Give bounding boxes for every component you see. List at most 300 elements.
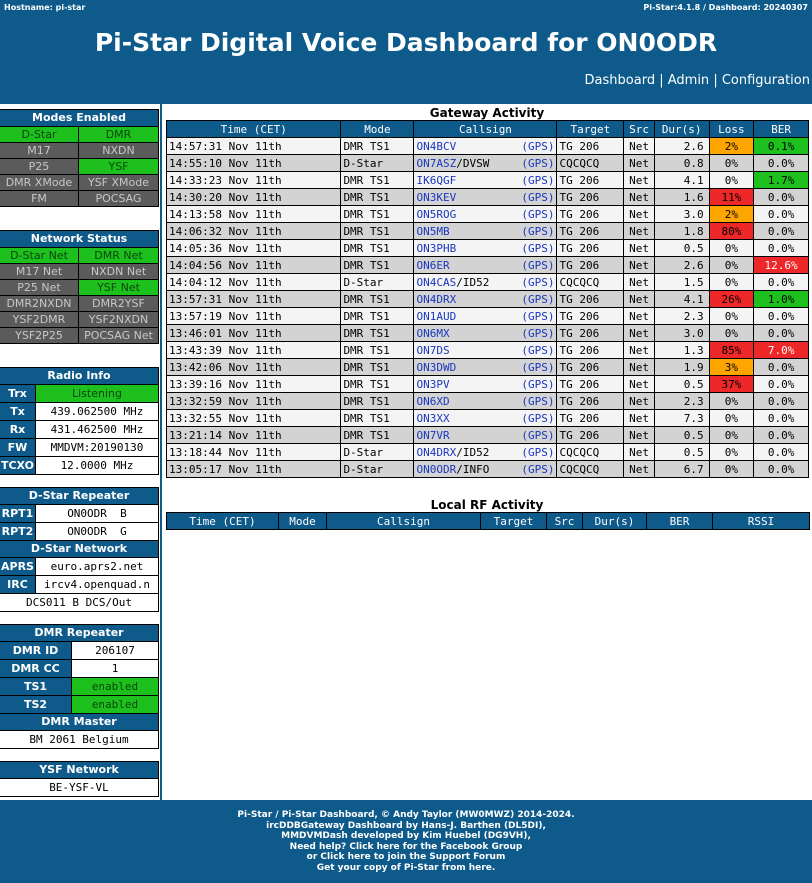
mode-d-star: D-Star	[0, 126, 79, 142]
gateway-activity-title: Gateway Activity	[429, 106, 545, 120]
cell-src: Net	[624, 155, 654, 172]
net-status-ysf2dmr: YSF2DMR	[0, 311, 79, 327]
trx-row	[0, 384, 158, 402]
tcxo-row	[0, 456, 158, 474]
cell-callsign	[414, 427, 557, 444]
net-status-ysf2p25: YSF2P25	[0, 327, 79, 343]
gps-link[interactable]: (GPS)	[521, 309, 555, 323]
gps-link[interactable]: (GPS)	[521, 411, 555, 425]
cell-duration: 3.0	[654, 325, 709, 342]
rf-col-rssi: RSSI	[713, 513, 810, 530]
cell-time: 13:32:59 Nov 11th	[167, 393, 341, 410]
cell-src: Net	[624, 291, 654, 308]
gps-link[interactable]: (GPS)	[521, 275, 555, 289]
irc-label: IRC	[0, 576, 36, 593]
net-status-nxdn-net: NXDN Net	[79, 263, 158, 279]
table-row	[167, 189, 809, 206]
cell-callsign	[414, 240, 557, 257]
cell-src: Net	[624, 308, 654, 325]
cell-time: 14:06:32 Nov 11th	[167, 223, 341, 240]
ysf-network-title: YSF Network	[0, 762, 158, 778]
cell-target: TG 206	[557, 223, 624, 240]
tcxo-label: TCXO	[0, 459, 35, 472]
cell-src: Net	[624, 444, 654, 461]
cell-time: 13:21:14 Nov 11th	[167, 427, 341, 444]
net-status-dmr2nxdn: DMR2NXDN	[0, 295, 79, 311]
cell-loss: 0%	[709, 155, 754, 172]
net-status-ysf2nxdn: YSF2NXDN	[79, 311, 158, 327]
callsign-link[interactable]: ON4CAS	[416, 275, 457, 289]
cell-mode: DMR TS1	[341, 376, 414, 393]
cell-mode: DMR TS1	[341, 138, 414, 155]
cell-callsign	[414, 325, 557, 342]
nav-dashboard[interactable]: Dashboard	[584, 73, 656, 88]
cell-time: 13:46:01 Nov 11th	[167, 325, 341, 342]
rx-frequency: 431.462500 MHz	[36, 421, 158, 438]
dmr-cc-value: 1	[72, 660, 158, 677]
cell-mode: DMR TS1	[341, 240, 414, 257]
cell-duration: 7.3	[654, 410, 709, 427]
dmr-cc-label: DMR CC	[0, 660, 72, 677]
aprs-label: APRS	[0, 558, 36, 575]
cell-loss: 0%	[709, 257, 754, 274]
cell-mode: D-Star	[341, 461, 414, 478]
net-status-d-star-net: D-Star Net	[0, 247, 79, 263]
cell-ber: 12.6%	[754, 257, 809, 274]
cell-ber: 0.0%	[754, 359, 809, 376]
cell-ber: 0.0%	[754, 308, 809, 325]
cell-loss: 2%	[709, 138, 754, 155]
nav-separator: |	[659, 73, 668, 88]
cell-time: 14:30:20 Nov 11th	[167, 189, 341, 206]
cell-target: TG 206	[557, 325, 624, 342]
col-duration: Dur(s)	[654, 121, 709, 138]
cell-duration: 1.8	[654, 223, 709, 240]
gateway-header-row	[167, 121, 809, 138]
table-row	[167, 444, 809, 461]
cell-ber: 0.0%	[754, 410, 809, 427]
cell-mode: DMR TS1	[341, 172, 414, 189]
ts1-label: TS1	[0, 678, 72, 695]
cell-target: TG 206	[557, 172, 624, 189]
cell-duration: 0.5	[654, 444, 709, 461]
cell-callsign	[414, 393, 557, 410]
rf-col-mode: Mode	[279, 513, 327, 530]
dmr-repeater-title: DMR Repeater	[0, 625, 158, 641]
cell-ber: 0.0%	[754, 189, 809, 206]
cell-duration: 2.3	[654, 308, 709, 325]
radio-info-title: Radio Info	[0, 368, 158, 384]
footer-copyright: Pi-Star / Pi-Star Dashboard, © Andy Taylor (MW0MWZ) 2014-2024.	[237, 810, 575, 820]
callsign-link[interactable]: ON1AUD	[416, 309, 457, 323]
table-row	[167, 172, 809, 189]
dmr-id-label: DMR ID	[0, 642, 72, 659]
gps-link[interactable]: (GPS)	[521, 343, 555, 357]
cell-loss: 0%	[709, 444, 754, 461]
cell-mode: DMR TS1	[341, 257, 414, 274]
cell-src: Net	[624, 206, 654, 223]
cell-loss: 2%	[709, 206, 754, 223]
cell-loss: 11%	[709, 189, 754, 206]
cell-mode: D-Star	[341, 155, 414, 172]
cell-time: 14:55:10 Nov 11th	[167, 155, 341, 172]
cell-ber: 0.0%	[754, 325, 809, 342]
ts1-row	[0, 677, 158, 695]
table-row	[167, 223, 809, 240]
cell-target: TG 206	[557, 240, 624, 257]
cell-callsign	[414, 376, 557, 393]
table-row	[167, 308, 809, 325]
gps-link[interactable]: (GPS)	[521, 241, 555, 255]
ts2-status: enabled	[72, 696, 158, 713]
callsign-link[interactable]: ON4BCV	[416, 139, 457, 153]
net-status-p25-net: P25 Net	[0, 279, 79, 295]
callsign-link[interactable]: ON4DRX	[416, 445, 457, 459]
network-status-title: Network Status	[0, 231, 158, 247]
cell-callsign	[414, 257, 557, 274]
firmware-version: MMDVM:20190130	[36, 439, 158, 456]
gps-link[interactable]: (GPS)	[521, 156, 555, 170]
main-panel	[162, 104, 812, 800]
cell-loss: 0%	[709, 274, 754, 291]
net-status-m17-net: M17 Net	[0, 263, 79, 279]
tcxo-frequency: 12.0000 MHz	[36, 457, 158, 474]
cell-target: CQCQCQ	[557, 444, 624, 461]
nav-admin[interactable]: Admin	[667, 73, 710, 88]
mode-nxdn: NXDN	[79, 142, 158, 158]
col-time: Time (CET)	[167, 121, 341, 138]
cell-duration: 2.6	[654, 138, 709, 155]
dmr-id-value: 206107	[72, 642, 158, 659]
cell-callsign	[414, 223, 557, 240]
gps-link[interactable]: (GPS)	[521, 292, 555, 306]
rf-col-callsign: Callsign	[327, 513, 481, 530]
cell-src: Net	[624, 189, 654, 206]
cell-ber: 0.0%	[754, 223, 809, 240]
net-status-dmr2ysf: DMR2YSF	[79, 295, 158, 311]
cell-time: 14:04:56 Nov 11th	[167, 257, 341, 274]
cell-time: 14:05:36 Nov 11th	[167, 240, 341, 257]
cell-time: 13:43:39 Nov 11th	[167, 342, 341, 359]
cell-mode: D-Star	[341, 444, 414, 461]
cell-duration: 1.9	[654, 359, 709, 376]
cell-src: Net	[624, 223, 654, 240]
gps-link[interactable]: (GPS)	[521, 462, 555, 476]
cell-src: Net	[624, 376, 654, 393]
cell-time: 13:57:31 Nov 11th	[167, 291, 341, 308]
gps-link[interactable]: (GPS)	[521, 258, 555, 272]
table-row	[167, 342, 809, 359]
callsign-link[interactable]: ON0ODR	[416, 462, 457, 476]
dstar-network-title: D-Star Network	[0, 540, 158, 557]
local-rf-activity-table	[166, 512, 810, 530]
cell-duration: 0.5	[654, 240, 709, 257]
callsign-link[interactable]: ON7DS	[416, 343, 450, 357]
rpt2-value: ON0ODR G	[36, 523, 158, 540]
cell-src: Net	[624, 410, 654, 427]
cell-ber: 0.0%	[754, 155, 809, 172]
cell-ber: 1.7%	[754, 172, 809, 189]
cell-target: TG 206	[557, 359, 624, 376]
nav-separator: |	[713, 73, 722, 88]
cell-loss: 3%	[709, 359, 754, 376]
cell-callsign	[414, 410, 557, 427]
col-src: Src	[624, 121, 654, 138]
cell-duration: 1.6	[654, 189, 709, 206]
net-status-dmr-net: DMR Net	[79, 247, 158, 263]
table-row	[167, 393, 809, 410]
callsign-link[interactable]: ON4DRX	[416, 292, 457, 306]
rpt1-label: RPT1	[0, 505, 36, 522]
ts2-label: TS2	[0, 696, 72, 713]
gps-link[interactable]: (GPS)	[521, 394, 555, 408]
cell-mode: DMR TS1	[341, 223, 414, 240]
ysf-network-value: BE-YSF-VL	[0, 779, 158, 796]
gps-link[interactable]: (GPS)	[521, 207, 555, 221]
cell-src: Net	[624, 461, 654, 478]
gps-link[interactable]: (GPS)	[521, 173, 555, 187]
cell-callsign	[414, 172, 557, 189]
gps-link[interactable]: (GPS)	[521, 428, 555, 442]
cell-ber: 0.0%	[754, 240, 809, 257]
gps-link[interactable]: (GPS)	[521, 190, 555, 204]
cell-mode: DMR TS1	[341, 359, 414, 376]
cell-callsign	[414, 444, 557, 461]
table-row	[167, 376, 809, 393]
nav-configuration[interactable]: Configuration	[721, 73, 810, 88]
cell-mode: DMR TS1	[341, 325, 414, 342]
dmr-panel	[0, 624, 159, 749]
callsign-link[interactable]: ON3DWD	[416, 360, 457, 374]
cell-loss: 0%	[709, 325, 754, 342]
rx-row	[0, 420, 158, 438]
cell-callsign	[414, 461, 557, 478]
cell-time: 13:42:06 Nov 11th	[167, 359, 341, 376]
callsign-link[interactable]: ON3PHB	[416, 241, 457, 255]
cell-target: CQCQCQ	[557, 461, 624, 478]
top-nav	[585, 73, 810, 88]
cell-duration: 3.0	[654, 206, 709, 223]
col-ber: BER	[754, 121, 809, 138]
callsign-link[interactable]: ON5ROG	[416, 207, 457, 221]
table-row	[167, 155, 809, 172]
gps-link[interactable]: (GPS)	[521, 139, 555, 153]
dmr-master-value: BM 2061 Belgium	[0, 731, 158, 748]
cell-ber: 0.0%	[754, 461, 809, 478]
gps-link[interactable]: (GPS)	[521, 360, 555, 374]
cell-duration: 0.5	[654, 427, 709, 444]
dmr-master-row	[0, 730, 158, 748]
gps-link[interactable]: (GPS)	[521, 224, 555, 238]
table-row	[167, 206, 809, 223]
cell-ber: 0.0%	[754, 444, 809, 461]
cell-time: 14:33:23 Nov 11th	[167, 172, 341, 189]
table-row	[167, 257, 809, 274]
col-callsign: Callsign	[414, 121, 557, 138]
cell-duration: 6.7	[654, 461, 709, 478]
cell-src: Net	[624, 240, 654, 257]
sidebar	[0, 104, 160, 800]
irc-server: ircv4.openquad.n	[36, 576, 158, 593]
modes-enabled-title: Modes Enabled	[0, 110, 158, 126]
tx-row	[0, 402, 158, 420]
mode-ysf: YSF	[79, 158, 158, 174]
table-row	[167, 359, 809, 376]
table-row	[167, 410, 809, 427]
cell-ber: 0.0%	[754, 206, 809, 223]
callsign-link[interactable]: ON6MX	[416, 326, 450, 340]
table-row	[167, 325, 809, 342]
cell-time: 13:32:55 Nov 11th	[167, 410, 341, 427]
cell-loss: 0%	[709, 172, 754, 189]
callsign-link[interactable]: ON6XD	[416, 394, 450, 408]
fw-label: FW	[0, 439, 36, 456]
rf-col-target: Target	[481, 513, 547, 530]
cell-loss: 0%	[709, 410, 754, 427]
rx-label: Rx	[0, 421, 36, 438]
dmr-cc-row	[0, 659, 158, 677]
modes-enabled-panel	[0, 109, 159, 207]
dstar-repeater-title: D-Star Repeater	[0, 488, 158, 504]
cell-time: 13:39:16 Nov 11th	[167, 376, 341, 393]
cell-duration: 4.1	[654, 172, 709, 189]
fw-row	[0, 438, 158, 456]
footer-download-link[interactable]: Get your copy of Pi-Star from here.	[316, 862, 496, 873]
footer	[0, 800, 812, 883]
ysf-network-row	[0, 778, 158, 796]
cell-target: TG 206	[557, 291, 624, 308]
footer-support-forum-link[interactable]: or Click here to join the Support Forum	[306, 852, 506, 863]
callsign-link[interactable]: ON3KEV	[416, 190, 457, 204]
cell-mode: DMR TS1	[341, 189, 414, 206]
tx-frequency: 439.062500 MHz	[36, 403, 158, 420]
callsign-link[interactable]: ON5MB	[416, 224, 450, 238]
cell-duration: 4.1	[654, 291, 709, 308]
trx-status: Listening	[36, 385, 158, 402]
callsign-suffix: /INFO	[456, 462, 490, 476]
mode-m17: M17	[0, 142, 79, 158]
cell-callsign	[414, 308, 557, 325]
net-status-ysf-net: YSF Net	[79, 279, 158, 295]
rpt1-row	[0, 504, 158, 522]
net-status-pocsag-net: POCSAG Net	[79, 327, 158, 343]
table-row	[167, 427, 809, 444]
cell-time: 13:57:19 Nov 11th	[167, 308, 341, 325]
trx-label: Trx	[0, 385, 36, 402]
cell-ber: 0.0%	[754, 274, 809, 291]
mode-pocsag: POCSAG	[79, 190, 158, 206]
cell-target: TG 206	[557, 206, 624, 223]
col-mode: Mode	[341, 121, 414, 138]
cell-mode: DMR TS1	[341, 427, 414, 444]
header	[0, 0, 812, 104]
cell-loss: 37%	[709, 376, 754, 393]
cell-mode: DMR TS1	[341, 393, 414, 410]
cell-loss: 0%	[709, 240, 754, 257]
dstar-link-row	[0, 593, 158, 611]
cell-duration: 0.5	[654, 376, 709, 393]
cell-duration: 2.3	[654, 393, 709, 410]
rpt2-label: RPT2	[0, 523, 36, 540]
cell-src: Net	[624, 257, 654, 274]
rpt1-value: ON0ODR B	[36, 505, 158, 522]
gateway-activity-rows	[167, 138, 809, 478]
cell-ber: 0.0%	[754, 393, 809, 410]
cell-loss: 26%	[709, 291, 754, 308]
content-area	[0, 104, 812, 800]
cell-time: 14:04:12 Nov 11th	[167, 274, 341, 291]
cell-src: Net	[624, 274, 654, 291]
hostname: Hostname: pi-star	[4, 3, 86, 12]
dmr-id-row	[0, 641, 158, 659]
callsign-suffix: /ID52	[456, 275, 490, 289]
col-target: Target	[557, 121, 624, 138]
table-row	[167, 138, 809, 155]
cell-mode: DMR TS1	[341, 206, 414, 223]
cell-time: 14:57:31 Nov 11th	[167, 138, 341, 155]
col-loss: Loss	[709, 121, 754, 138]
callsign-link[interactable]: ON7ASZ	[416, 156, 457, 170]
ts2-row	[0, 695, 158, 713]
cell-src: Net	[624, 427, 654, 444]
callsign-link[interactable]: ON6ER	[416, 258, 450, 272]
callsign-link[interactable]: ON3PV	[416, 377, 450, 391]
callsign-link[interactable]: ON3XX	[416, 411, 450, 425]
cell-target: TG 206	[557, 427, 624, 444]
callsign-link[interactable]: ON7VR	[416, 428, 450, 442]
cell-ber: 7.0%	[754, 342, 809, 359]
aprs-server: euro.aprs2.net	[36, 558, 158, 575]
rf-col-ber: BER	[647, 513, 713, 530]
table-row	[167, 240, 809, 257]
cell-mode: DMR TS1	[341, 308, 414, 325]
cell-duration: 2.6	[654, 257, 709, 274]
ts1-status: enabled	[72, 678, 158, 695]
cell-loss: 80%	[709, 223, 754, 240]
cell-callsign	[414, 342, 557, 359]
footer-facebook-link[interactable]: Need help? Click here for the Facebook Group	[289, 841, 523, 852]
callsign-link[interactable]: IK6QGF	[416, 173, 457, 187]
gps-link[interactable]: (GPS)	[521, 326, 555, 340]
gateway-activity-table	[166, 120, 809, 478]
cell-loss: 0%	[709, 461, 754, 478]
cell-mode: DMR TS1	[341, 291, 414, 308]
cell-target: TG 206	[557, 410, 624, 427]
gps-link[interactable]: (GPS)	[521, 445, 555, 459]
rf-col-duration: Dur(s)	[583, 513, 647, 530]
cell-target: TG 206	[557, 138, 624, 155]
cell-src: Net	[624, 172, 654, 189]
mode-ysf-xmode: YSF XMode	[79, 174, 158, 190]
cell-callsign	[414, 274, 557, 291]
mode-fm: FM	[0, 190, 79, 206]
tx-label: Tx	[0, 403, 36, 420]
cell-target: TG 206	[557, 342, 624, 359]
mode-dmr: DMR	[79, 126, 158, 142]
cell-duration: 0.8	[654, 155, 709, 172]
cell-duration: 1.3	[654, 342, 709, 359]
table-row	[167, 291, 809, 308]
cell-src: Net	[624, 359, 654, 376]
cell-duration: 1.5	[654, 274, 709, 291]
cell-src: Net	[624, 393, 654, 410]
cell-ber: 0.1%	[754, 138, 809, 155]
footer-ircddb-credit: ircDDBGateway Dashboard by Hans-J. Barthen (DL5DI),	[266, 820, 546, 831]
gps-link[interactable]: (GPS)	[521, 377, 555, 391]
local-rf-activity-title: Local RF Activity	[430, 498, 544, 512]
ysf-panel	[0, 761, 159, 797]
rf-col-src: Src	[547, 513, 583, 530]
